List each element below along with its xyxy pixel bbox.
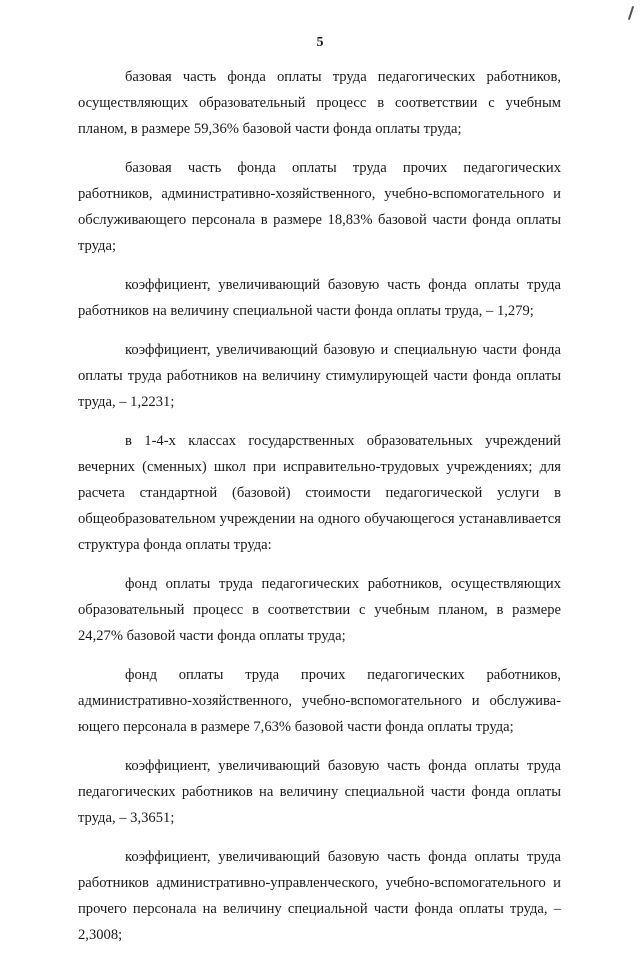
page-number: 5 xyxy=(316,35,324,50)
paragraph: базовая часть фонда оплаты труда прочих педагогических работников, административно-хозяйственного, учебно-вспомогательного и обслуживающего персонала в размере 18,83% базовой части фонда оплаты труда; xyxy=(78,160,561,254)
paragraph: базовая часть фонда оплаты труда педагогических работников, осуществляющих образовательный процесс в соответствии с учебным планом, в размере 59,36% базовой части фонда оплаты труда; xyxy=(78,69,561,137)
scan-mark xyxy=(628,6,634,20)
paragraph: в 1-4-х классах государственных образовательных учреждений вечерних (сменных) школ при исправительно-трудовых учреждениях; для расчета стандартной (базовой) стоимости педагогической услуги в общеобразовательном учреждении на одного обучающегося устанавливается структура фонда оплаты труда: xyxy=(78,433,561,553)
paragraph: коэффициент, увеличивающий базовую часть фонда оплаты труда педагогических работников на величину специальной части фонда оплаты труда, – 3,3651; xyxy=(78,758,561,826)
paragraph: коэффициент, увеличивающий базовую часть фонда оплаты труда работников административно-управленческого, учебно-вспомогательного и прочего персонала на величину специальной части фонда оплаты труда, – 2,3008; xyxy=(78,849,561,943)
paragraph: коэффициент, увеличивающий базовую часть фонда оплаты труда работников на величину специальной части фонда оплаты труда, – 1,279; xyxy=(78,277,561,319)
paragraph: фонд оплаты труда педагогических работников, осуществляющих образовательный процесс в соответствии с учебным планом, в размере 24,27% базовой части фонда оплаты труда; xyxy=(78,576,561,644)
paragraph: коэффициент, увеличивающий базовую и специальную части фонда оплаты труда работников на величину стимулирующей части фонда оплаты труда, – 1,2231; xyxy=(78,342,561,410)
paragraph: фонд оплаты труда прочих педагогических работников, административно-хозяйственного, учебно-вспомогательного и обслуживающего персонала в размере 7,63% базовой части фонда оплаты труда; xyxy=(78,667,561,735)
document-body xyxy=(78,64,561,961)
